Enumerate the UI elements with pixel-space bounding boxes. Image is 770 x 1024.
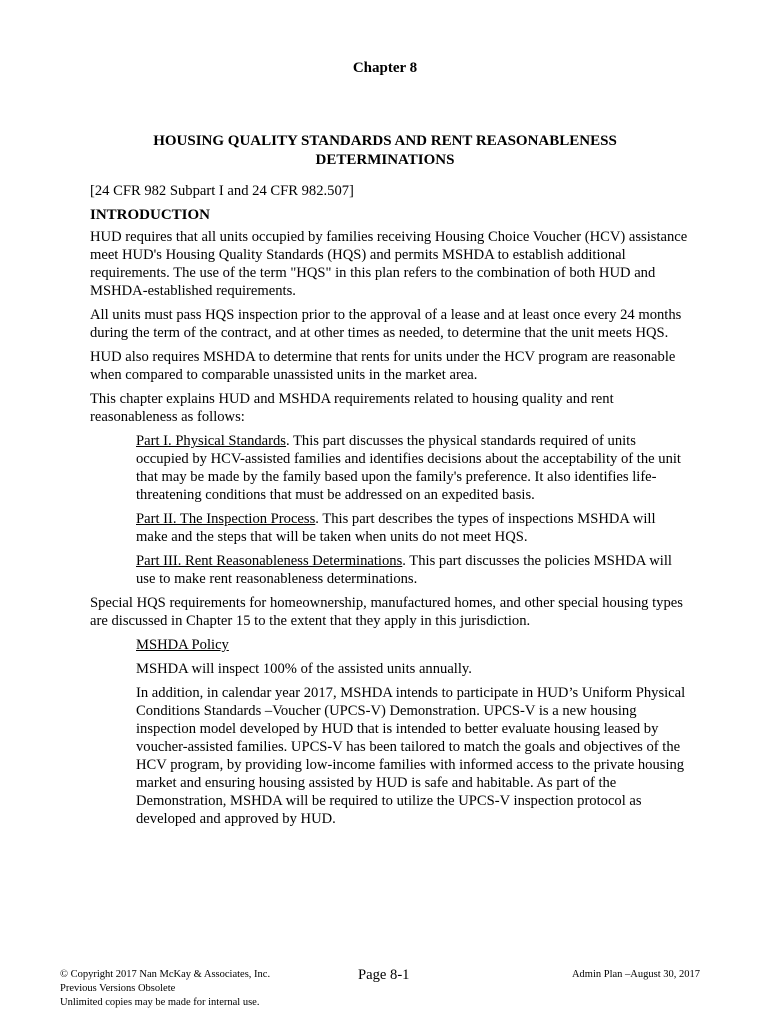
part-2-text: . This part describes the types of inspections MSHDA will make and the steps that will be taken when units do not meet HQS. bbox=[136, 511, 656, 545]
special-requirements-paragraph: Special HQS requirements for homeownership, manufactured homes, and other special housing types are discussed in Chapter 15 to the extent that they apply in this jurisdiction. bbox=[90, 595, 683, 629]
intro-paragraph-2: All units must pass HQS inspection prior to the approval of a lease and at least once every 24 months during the term of the contract, and at other times as needed, to determine that the unit meets HQS. bbox=[90, 307, 682, 341]
page-number: Page 8-1 bbox=[358, 967, 410, 983]
part-3-item bbox=[136, 552, 690, 588]
part-1-text: . This part discusses the physical standards required of units occupied by HCV-assisted families and identifies decisions about the acceptability of the unit that may be made by the family based upon the family's preference. It also identifies life-threatening conditions that must be addressed on an expedited basis. bbox=[136, 433, 681, 503]
introduction-heading: INTRODUCTION bbox=[90, 207, 211, 223]
footer-obsolete: Previous Versions Obsolete bbox=[60, 983, 176, 994]
part-1-item bbox=[136, 432, 690, 504]
part-2-title: Part II. The Inspection Process bbox=[136, 511, 316, 527]
policy-paragraph-2: In addition, in calendar year 2017, MSHDA intends to participate in HUD’s Uniform Physical Conditions Standards –Voucher (UPCS-V) Demonstration. UPCS-V is a new housing inspection model developed by HUD that is intended to better evaluate housing leased by voucher-assisted families. UPCS-V has been tailored to match the goals and objectives of the HCV program, by providing low-income families with informed access to the private housing market and ensuring housing assisted by HUD is safe and habitable. As part of the Demonstration, MSHDA will be required to utilize the UPCS-V inspection protocol as developed and approved by HUD. bbox=[136, 685, 686, 827]
footer-left bbox=[60, 968, 310, 1010]
footer-plan-date: Admin Plan –August 30, 2017 bbox=[571, 969, 700, 980]
chapter-title bbox=[100, 132, 670, 170]
footer-copyright: © Copyright 2017 Nan McKay & Associates, Inc. bbox=[60, 969, 271, 980]
document-body bbox=[90, 182, 690, 834]
part-3-title: Part III. Rent Reasonableness Determinations bbox=[136, 553, 403, 569]
policy-heading-text: MSHDA Policy bbox=[136, 637, 229, 653]
policy-heading bbox=[136, 636, 690, 654]
footer-copies: Unlimited copies may be made for internal use. bbox=[60, 997, 260, 1008]
intro-paragraph-1: HUD requires that all units occupied by families receiving Housing Choice Voucher (HCV) assistance meet HUD's Housing Quality Standards (HQS) and permits MSHDA to establish additional requirements. The use of the term "HQS" in this plan refers to the combination of both HUD and MSHDA-established requirements. bbox=[90, 229, 688, 299]
part-1-title: Part I. Physical Standards bbox=[136, 433, 286, 449]
intro-paragraph-4: This chapter explains HUD and MSHDA requirements related to housing quality and rent reasonableness as follows: bbox=[90, 391, 614, 425]
chapter-heading: Chapter 8 bbox=[352, 60, 418, 76]
part-2-item bbox=[136, 510, 690, 546]
intro-paragraph-3: HUD also requires MSHDA to determine that rents for units under the HCV program are reasonable when compared to comparable unassisted units in the market area. bbox=[90, 349, 676, 383]
page-footer bbox=[60, 968, 700, 1018]
chapter-title-line-1: HOUSING QUALITY STANDARDS AND RENT REASONABLENESS bbox=[153, 133, 617, 149]
part-3-text: . This part discusses the policies MSHDA will use to make rent reasonableness determinations. bbox=[136, 553, 672, 587]
policy-paragraph-1: MSHDA will inspect 100% of the assisted units annually. bbox=[136, 661, 472, 677]
cfr-citation: [24 CFR 982 Subpart I and 24 CFR 982.507] bbox=[90, 183, 354, 199]
chapter-title-line-2: DETERMINATIONS bbox=[315, 152, 455, 168]
